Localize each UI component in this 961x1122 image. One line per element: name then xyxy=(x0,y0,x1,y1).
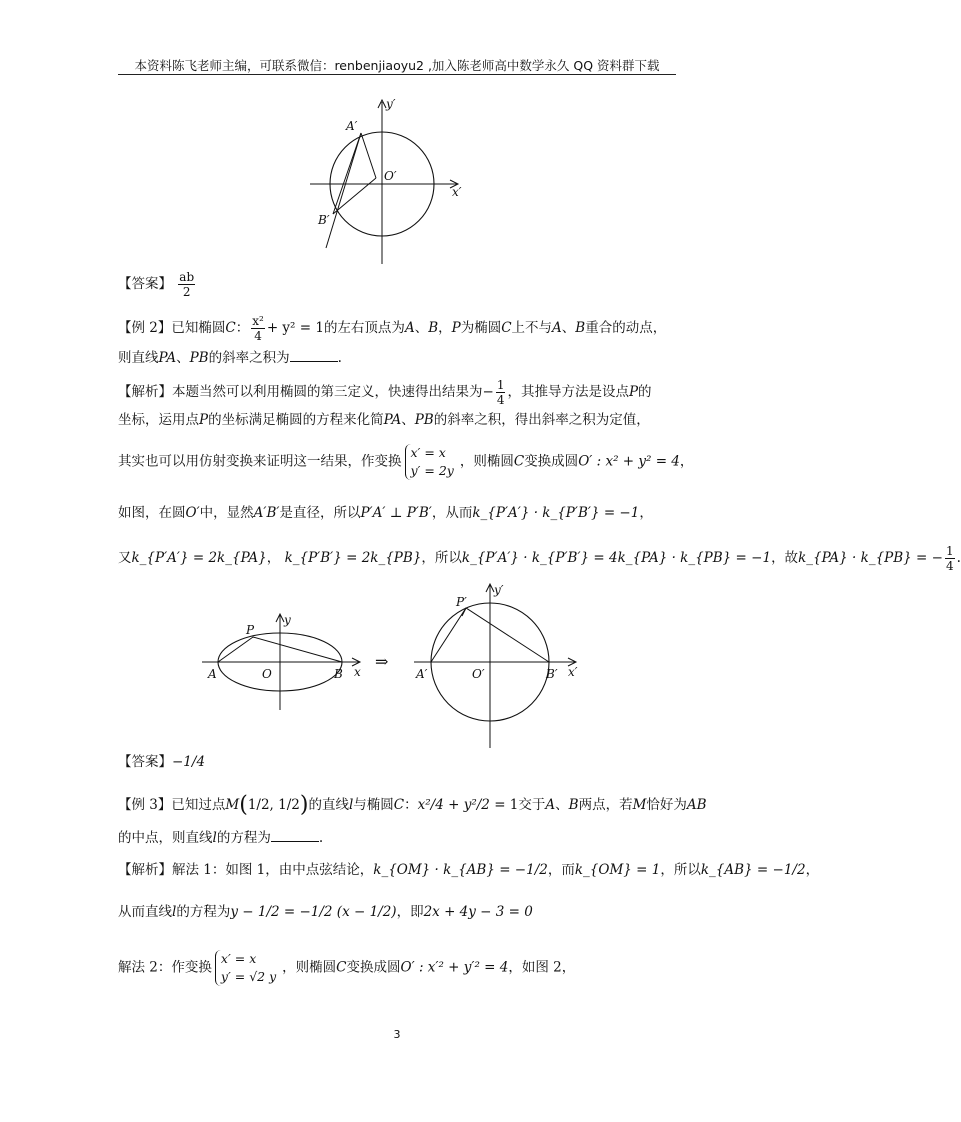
sol3-line-3: 解法 2：作变换 x′ = x y′ = √2 y ，则椭圆C变换成圆O′ : x′² + y′² = 4，如图 2， xyxy=(118,951,576,984)
figure-circle-2 xyxy=(406,580,586,750)
fig3-b-label: B′ xyxy=(546,667,558,681)
fig3-y-label: y′ xyxy=(494,583,504,597)
answer-1 xyxy=(118,270,197,299)
header-rule xyxy=(118,74,676,75)
ex2-line-1: 【例 2】已知椭圆C： $\frac{\text{x²}}{4}$ + y² = 1的左右顶点为A、B，P为椭圆C上不与A、B重合的动点， xyxy=(118,314,667,343)
transform-system: x′ = x y′ = 2y xyxy=(405,444,457,480)
fig1-y-label: y′ xyxy=(386,97,396,111)
fig1-x-label: x′ xyxy=(452,185,462,199)
fig2-p-label: P xyxy=(246,623,255,637)
sol2-line-4: 如图，在圆O′中，显然A′B′是直径，所以P′A′ ⊥ P′B′，从而k_{P′A′} · k_{P′B′} = −1， xyxy=(118,505,653,521)
fig3-o-label: O′ xyxy=(472,667,485,681)
sol3-line-2: 从而直线l的方程为y − 1/2 = −1/2 (x − 1/2)，即2x + 4y − 3 = 0 xyxy=(118,904,533,920)
sol2-line-3: 其实也可以用仿射变换来证明这一结果，作变换 x′ = x y′ = 2y ，则椭圆C变换成圆O′ : x² + y² = 4， xyxy=(118,445,694,478)
answer-2: 【答案】−1/4 xyxy=(118,754,206,770)
sol2-line-2: 坐标，运用点P的坐标满足椭圆的方程来化简PA、PB的斜率之积，得出斜率之积为定值， xyxy=(118,412,650,428)
answer-fraction: $\frac{ab}{2}$ xyxy=(179,270,195,299)
answer-blank xyxy=(290,349,338,362)
answer-tag: 【答案】 xyxy=(118,276,172,292)
sol2-line-1: 【解析】本题当然可以利用椭圆的第三定义，快速得出结果为− $\frac{1}{4}$ ，其推导方法是设点P的 xyxy=(118,378,652,407)
fig1-origin-label: O′ xyxy=(384,169,397,183)
fig2-x-label: x xyxy=(354,665,361,679)
fig2-y-label: y xyxy=(284,613,291,627)
ex3-line-1: 【例 3】已知过点M(1/2, 1/2)的直线l与椭圆C：x²/4 + y²/2 = 1交于A、B两点，若M恰好为AB xyxy=(118,792,707,818)
sol2-line-5: 又k_{P′A′} = 2k_{PA}， k_{P′B′} = 2k_{PB}，所以k_{P′A′} · k_{P′B′} = 4k_{PA} · k_{PB} = −1，故k_{PA} · k_{PB} = − $\frac{1}{4}$ . xyxy=(118,544,961,573)
fig3-a-label: A′ xyxy=(416,667,428,681)
answer-blank-2 xyxy=(271,829,319,842)
page-number: 3 xyxy=(393,1028,401,1041)
fig2-b-label: B xyxy=(334,667,343,681)
page-header: 本资料陈飞老师主编，可联系微信：renbenjiaoyu2 ,加入陈老师高中数学永久 QQ 资料群下载 xyxy=(134,58,660,73)
transform-arrow: ⇒ xyxy=(375,652,389,671)
fig2-a-label: A xyxy=(208,667,217,681)
figure-circle-1 xyxy=(300,96,480,266)
fig2-o-label: O xyxy=(262,667,272,681)
fig1-a-label: A′ xyxy=(346,119,358,133)
fig3-p-label: P′ xyxy=(456,595,467,609)
figure-ellipse xyxy=(198,610,368,715)
ex3-line-2: 的中点，则直线l的方程为 . xyxy=(118,830,324,846)
fig1-b-label: B′ xyxy=(318,213,330,227)
sol3-line-1: 【解析】解法 1：如图 1，由中点弦结论，k_{OM} · k_{AB} = −1/2，而k_{OM} = 1，所以k_{AB} = −1/2， xyxy=(118,862,820,878)
ex2-line-2: 则直线PA、PB的斜率之积为 . xyxy=(118,350,342,366)
transform-system-2: x′ = x y′ = √2 y xyxy=(215,950,279,986)
fig3-x-label: x′ xyxy=(568,665,578,679)
